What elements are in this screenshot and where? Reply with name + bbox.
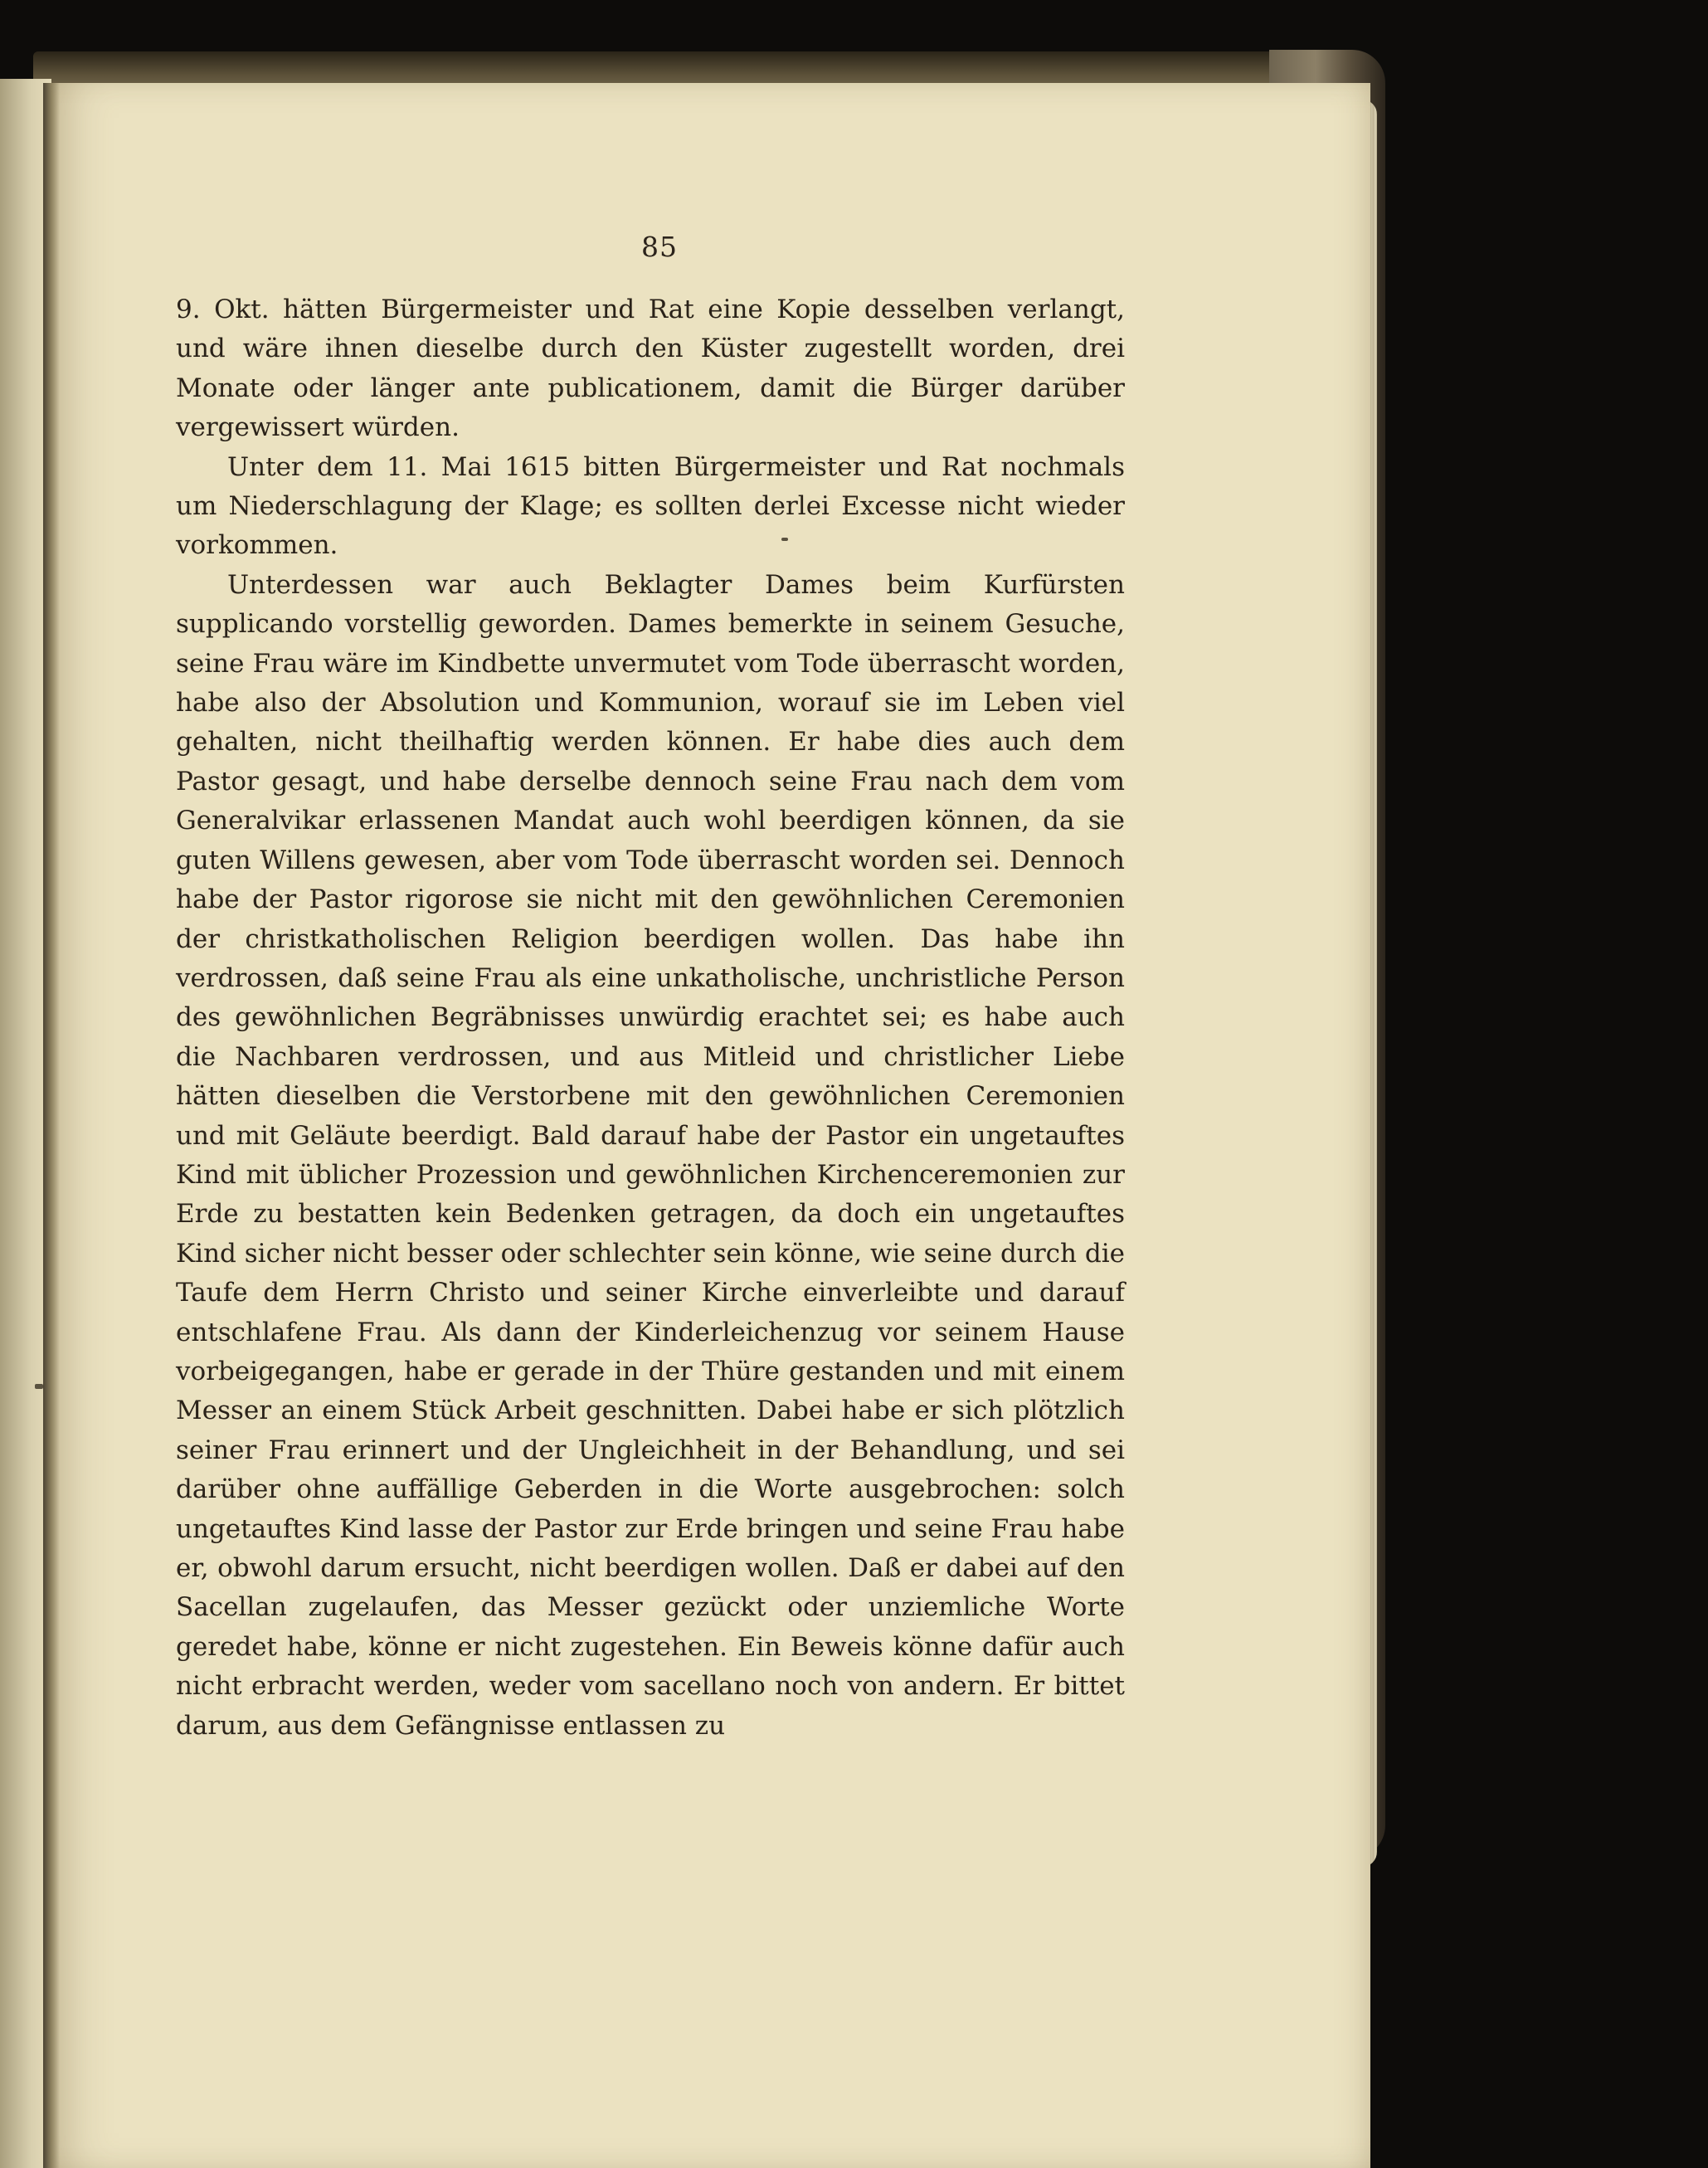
book-page <box>51 83 1370 2168</box>
paragraph-2: Unter dem 11. Mai 1615 bitten Bürgermeister und Rat nochmals um Niederschlagung der Klage; es sollten derlei Excesse nicht wieder vorkommen. <box>176 451 1125 561</box>
paper-speck <box>781 538 788 541</box>
page-body-text <box>176 290 1125 1746</box>
paper-speck <box>35 1384 43 1389</box>
paragraph-1: 9. Okt. hätten Bürgermeister und Rat eine Kopie desselben verlangt, und wäre ihnen dieselbe durch den Küster zugestellt worden, drei Monate oder länger ante publicationem, damit die Bürger darüber vergewissert würden. <box>176 295 1125 443</box>
gutter-shadow <box>43 83 60 2168</box>
page-number: 85 <box>641 231 678 263</box>
paragraph-3: Unterdessen war auch Beklagter Dames beim Kurfürsten supplicando vorstellig geworden. Dames bemerkte in seinem Gesuche, seine Frau wäre im Kindbette unvermutet vom Tode überrascht worden, habe also der Absolution und Kommunion, worauf sie im Leben viel gehalten, nicht theilhaftig werden können. Er habe dies auch dem Pastor gesagt, und habe derselbe dennoch seine Frau nach dem vom Generalvikar erlassenen Mandat auch wohl beerdigen können, da sie guten Willens gewesen, aber vom Tode überrascht worden sei. Dennoch habe der Pastor rigorose sie nicht mit den gewöhnlichen Ceremonien der christkatholischen Religion beerdigen wollen. Das habe ihn verdrossen, daß seine Frau als eine unkatholische, unchristliche Person des gewöhnlichen Begräbnisses unwürdig erachtet sei; es habe auch die Nachbaren verdrossen, und aus Mitleid und christlicher Liebe hätten dieselben die Verstorbene mit den gewöhnlichen Ceremonien und mit Geläute beerdigt. Bald darauf habe der Pastor ein ungetauftes Kind mit üblicher Prozession und gewöhnlichen Kirchenceremonien zur Erde zu bestatten kein Bedenken getragen, da doch ein ungetauftes Kind sicher nicht besser oder schlechter sein könne, wie seine durch die Taufe dem Herrn Christo und seiner Kirche einverleibte und darauf entschlafene Frau. Als dann der Kinderleichenzug vor seinem Hause vorbeigegangen, habe er gerade in der Thüre gestanden und mit einem Messer an einem Stück Arbeit geschnitten. Dabei habe er sich plötzlich seiner Frau erinnert und der Ungleichheit in der Behandlung, und sei darüber ohne auffällige Geberden in die Worte ausgebrochen: solch ungetauftes Kind lasse der Pastor zur Erde bringen und seine Frau habe er, obwohl darum ersucht, nicht beerdigen wollen. Daß er dabei auf den Sacellan zugelaufen, das Messer gezückt oder unziemliche Worte geredet habe, könne er nicht zugestehen. Ein Beweis könne dafür auch nicht erbracht werden, weder vom sacellano noch von andern. Er bittet darum, aus dem Gefängnisse entlassen zu <box>176 569 1125 1741</box>
